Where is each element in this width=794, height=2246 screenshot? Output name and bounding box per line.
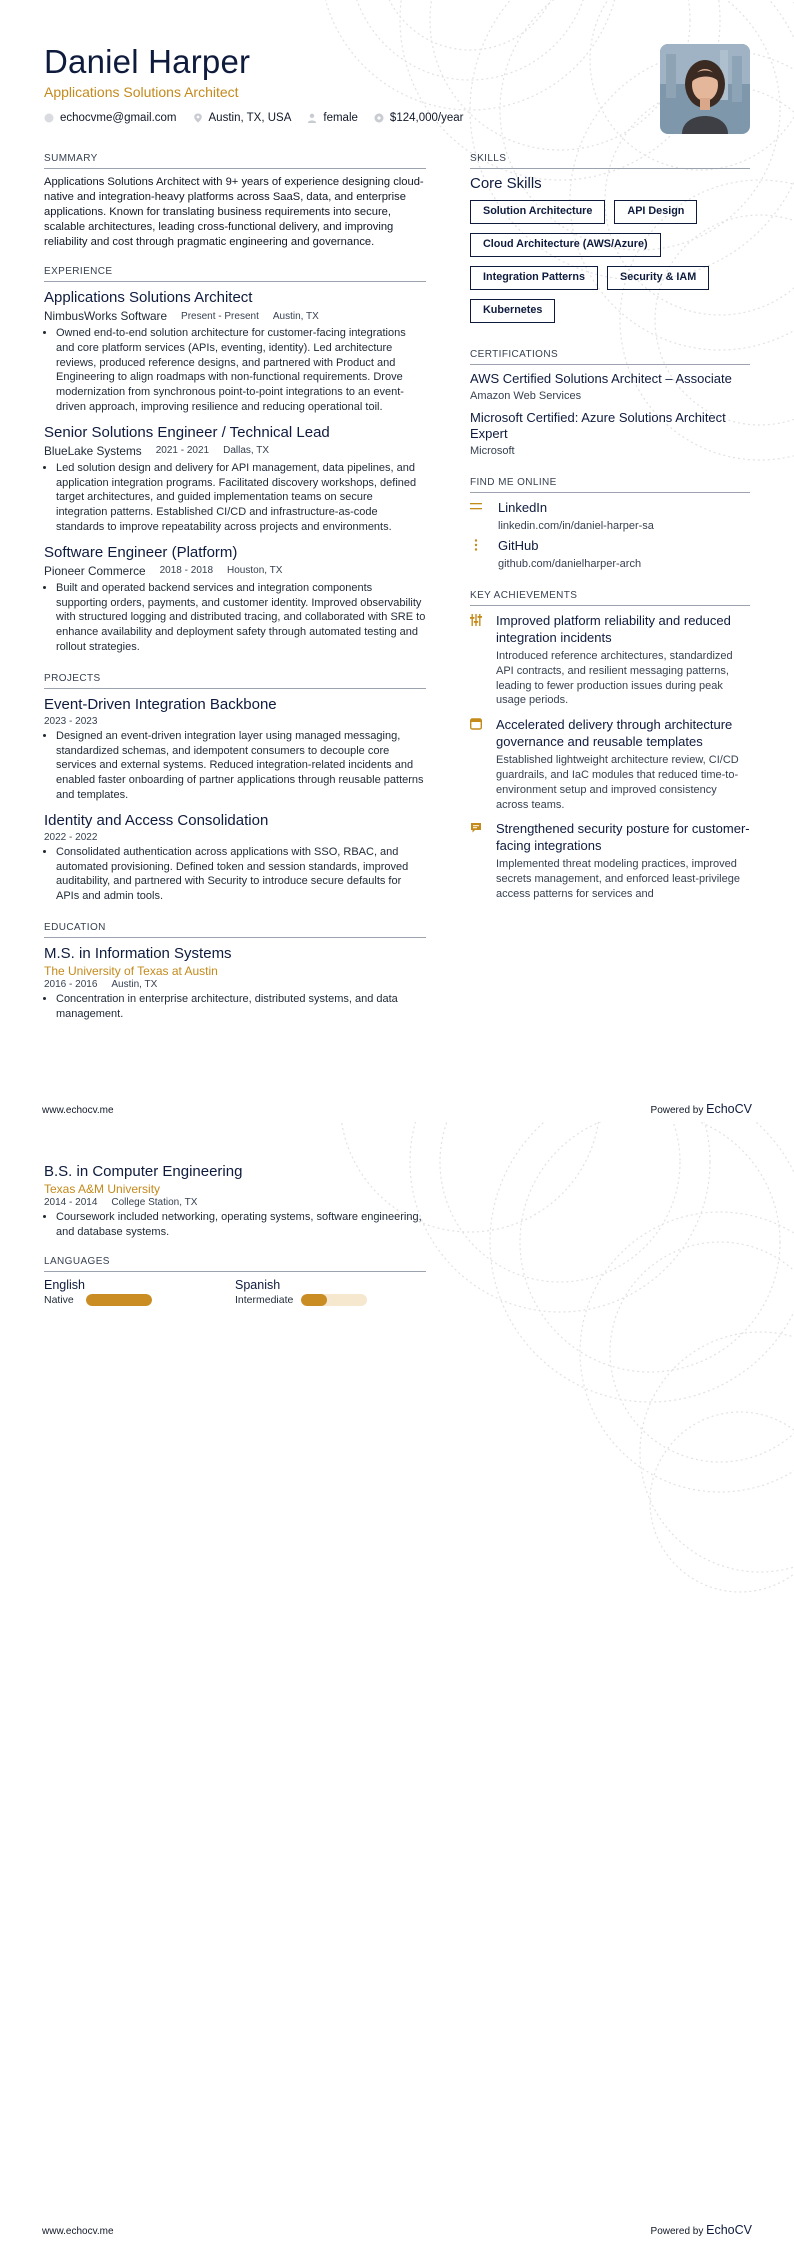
education-meta xyxy=(44,979,426,990)
full-name: Daniel Harper xyxy=(44,43,251,80)
footer-powered-text: Powered by xyxy=(650,1105,704,1116)
degree-title: B.S. in Computer Engineering xyxy=(44,1163,243,1180)
languages-list xyxy=(44,1278,426,1306)
job-title: Applications Solutions Architect xyxy=(44,289,253,306)
online-text xyxy=(498,537,641,570)
job-location: Austin, TX xyxy=(272,310,319,322)
job-dates: 2018 - 2018 xyxy=(159,565,214,577)
education-bullets xyxy=(44,1210,426,1240)
achievement-title: Improved platform reliability and reduced integration incidents xyxy=(496,613,731,645)
education-dates: 2016 - 2016 xyxy=(44,978,98,990)
location-text: Austin, TX, USA xyxy=(208,112,292,124)
job-location: Dallas, TX xyxy=(223,445,270,457)
profile-photo xyxy=(660,44,750,134)
language-item xyxy=(235,1278,426,1306)
contact-gender xyxy=(307,112,358,124)
contact-row xyxy=(44,112,654,124)
contact-location xyxy=(193,112,292,124)
section-title-experience: EXPERIENCE xyxy=(44,266,426,282)
language-name: English xyxy=(44,1277,85,1292)
resume-page-2 xyxy=(0,1122,794,2246)
company-name: BlueLake Systems xyxy=(44,443,142,458)
education-dates: 2014 - 2014 xyxy=(44,1197,98,1208)
gender-text: female xyxy=(323,112,358,124)
experience-item xyxy=(44,543,426,655)
language-item xyxy=(44,1278,235,1306)
skills-heading: Core Skills xyxy=(470,175,542,192)
salary-text: $124,000/year xyxy=(389,112,464,124)
project-dates: 2022 - 2022 xyxy=(44,831,98,843)
section-title-online: FIND ME ONLINE xyxy=(470,477,750,493)
education-meta xyxy=(44,1197,426,1208)
experience-item xyxy=(44,288,426,415)
job-dates: Present - Present xyxy=(181,310,259,322)
project-item xyxy=(44,811,426,904)
degree-title: M.S. in Information Systems xyxy=(44,944,232,962)
company-name: Pioneer Commerce xyxy=(44,563,146,578)
job-bullets xyxy=(44,461,426,535)
language-name: Spanish xyxy=(235,1277,281,1292)
experience-item xyxy=(44,423,426,535)
contact-salary xyxy=(374,112,464,124)
footer-brand[interactable]: EchoCV xyxy=(706,1102,752,1116)
school-name: Texas A&M University xyxy=(44,1182,161,1196)
salary-icon xyxy=(374,113,384,123)
project-bullets xyxy=(44,729,426,803)
education-item xyxy=(44,1162,426,1240)
project-item xyxy=(44,695,426,803)
job-title: Senior Solutions Engineer / Technical Lead xyxy=(44,423,330,441)
online-url[interactable]: linkedin.com/in/daniel-harper-sa xyxy=(498,520,654,532)
email-icon xyxy=(44,113,54,123)
window-icon xyxy=(470,716,482,730)
project-bullet: • Designed an event-driven integration layer using managed messaging, standardized schemas, and idempotent consumers to decouple core services and external systems. Reduced integration-related incidents and enabled faster onboarding of partner applications through reusable patterns and templates. xyxy=(56,729,426,803)
person-icon xyxy=(307,113,317,123)
resume-header xyxy=(44,42,654,124)
certification-issuer: Amazon Web Services xyxy=(470,390,582,402)
resume-page-1 xyxy=(0,0,794,1122)
footer-site[interactable]: www.echocv.me xyxy=(42,1105,114,1116)
education-location: Austin, TX xyxy=(111,978,158,990)
achievement-text xyxy=(496,820,750,901)
project-dates: 2023 - 2023 xyxy=(44,715,98,727)
language-row xyxy=(44,1294,235,1306)
section-title-skills: SKILLS xyxy=(470,153,750,169)
skill-chip: Kubernetes xyxy=(470,299,555,323)
job-meta xyxy=(44,444,426,458)
achievement-item xyxy=(470,612,750,708)
achievement-desc: Introduced reference architectures, standardized API contracts, and resilient messaging patterns, leading to fewer production issues during peak usage periods. xyxy=(496,650,733,707)
footer-powered xyxy=(651,1102,752,1116)
online-label: LinkedIn xyxy=(498,500,548,515)
project-title: Identity and Access Consolidation xyxy=(44,811,269,829)
right-column xyxy=(470,153,750,910)
contact-email[interactable] xyxy=(44,112,177,124)
language-level: Native xyxy=(44,1293,74,1306)
chat-icon xyxy=(470,820,482,834)
language-proficiency-fill xyxy=(86,1294,152,1306)
school-name: The University of Texas at Austin xyxy=(44,963,218,978)
job-meta xyxy=(44,564,426,578)
section-title-languages: LANGUAGES xyxy=(44,1256,426,1272)
language-proficiency-fill xyxy=(301,1294,327,1306)
achievement-title: Accelerated delivery through architecture governance and reusable templates xyxy=(496,717,733,750)
skill-chip: API Design xyxy=(614,200,697,224)
online-url[interactable]: github.com/danielharper-arch xyxy=(498,558,642,570)
section-title-projects: PROJECTS xyxy=(44,673,426,689)
sliders-icon xyxy=(470,612,482,626)
section-title-education: EDUCATION xyxy=(44,922,426,938)
education-bullet: • Concentration in enterprise architecture, distributed systems, and data management. xyxy=(56,992,426,1022)
skill-chip: Integration Patterns xyxy=(470,266,598,290)
job-bullet: • Led solution design and delivery for API management, data pipelines, and application integration programs. Facilitated discovery workshops, defined target architectures, and guided implementation teams on secure integration patterns. Established CI/CD and infrastructure-as-code standards to improve repeatability across projects and environments. xyxy=(56,461,426,535)
dots-vertical-icon xyxy=(470,537,482,551)
job-bullet: • Owned end-to-end solution architecture for customer-facing integrations and core platform services (APIs, eventing, identity). Led architecture reviews, produced reference designs, and partnered with Product and Engineering to align roadmaps with non-functional requirements. Drove modernization from synchronous point-to-point integrations to an event-driven approach, improving resilience and reducing operational toil. xyxy=(56,326,426,415)
achievement-desc: Established lightweight architecture review, CI/CD guardrails, and IaC modules that reduced time-to-environment setup and improved consistency across teams. xyxy=(496,754,739,811)
skill-chip: Security & IAM xyxy=(607,266,709,290)
certification-title: AWS Certified Solutions Architect – Associate xyxy=(470,371,732,386)
certification-item xyxy=(470,371,750,402)
job-title: Software Engineer (Platform) xyxy=(44,543,238,561)
footer-site[interactable]: www.echocv.me xyxy=(42,2226,114,2237)
online-item-github[interactable] xyxy=(470,537,750,570)
email-text: echocvme@gmail.com xyxy=(60,112,177,124)
avatar xyxy=(660,44,750,134)
achievement-item xyxy=(470,716,750,812)
certification-issuer: Microsoft xyxy=(470,445,515,457)
job-bullets xyxy=(44,326,426,415)
job-location: Houston, TX xyxy=(227,565,283,577)
project-bullet: • Consolidated authentication across applications with SSO, RBAC, and automated provisioning. Defined token and session standards, improved auditability, and partnered with Security to introduce secure defaults for APIs and admin tools. xyxy=(56,845,426,904)
language-proficiency-bar xyxy=(86,1294,152,1306)
job-meta xyxy=(44,309,426,323)
left-column-page-1 xyxy=(44,153,426,1030)
project-title: Event-Driven Integration Backbone xyxy=(44,695,277,713)
language-level: Intermediate xyxy=(235,1293,294,1306)
job-bullets xyxy=(44,581,426,655)
section-title-summary: SUMMARY xyxy=(44,153,426,169)
left-column-page-2 xyxy=(44,1162,426,1306)
lines-icon xyxy=(470,499,482,513)
skill-chip: Cloud Architecture (AWS/Azure) xyxy=(470,233,661,257)
footer-powered xyxy=(651,2223,752,2237)
headline: Applications Solutions Architect xyxy=(44,84,239,100)
achievement-text xyxy=(496,716,750,812)
education-item xyxy=(44,944,426,1022)
summary-text: Applications Solutions Architect with 9+ years of experience designing cloud-native and integration-heavy platforms across SaaS, data, and enterprise applications. Known for translating business requirements into secure, scalable architectures, leading cross-functional delivery, and improving reliability and cost through pragmatic engineering and governance. xyxy=(44,176,424,248)
achievement-text xyxy=(496,612,750,708)
certification-item xyxy=(470,410,750,457)
footer-powered-text: Powered by xyxy=(650,2226,704,2237)
online-text xyxy=(498,499,654,532)
education-location: College Station, TX xyxy=(111,1197,198,1208)
online-item-linkedin[interactable] xyxy=(470,499,750,532)
language-row xyxy=(235,1294,426,1306)
project-bullets xyxy=(44,845,426,904)
achievement-item xyxy=(470,820,750,901)
achievement-desc: Implemented threat modeling practices, improved secrets management, and enforced least-privilege access patterns for services and xyxy=(496,858,740,900)
achievement-title: Strengthened security posture for customer-facing integrations xyxy=(496,821,750,854)
job-bullet: • Built and operated backend services and integration components supporting orders, payments, and customer identity. Improved observability with structured logging and distributed tracing, and collaborated with SRE to enhance availability and deployment safety through automated testing and rollout strategies. xyxy=(56,581,426,655)
education-bullet: • Coursework included networking, operating systems, software engineering, and database systems. xyxy=(56,1210,426,1240)
footer-brand[interactable]: EchoCV xyxy=(706,2223,752,2237)
location-pin-icon xyxy=(193,113,203,123)
certification-title: Microsoft Certified: Azure Solutions Architect Expert xyxy=(470,410,726,441)
job-dates: 2021 - 2021 xyxy=(155,445,210,457)
language-proficiency-bar xyxy=(301,1294,367,1306)
company-name: NimbusWorks Software xyxy=(44,309,168,323)
education-bullets xyxy=(44,992,426,1022)
online-label: GitHub xyxy=(498,538,539,553)
section-title-achievements: KEY ACHIEVEMENTS xyxy=(470,590,750,606)
skill-chips xyxy=(470,200,750,323)
skill-chip: Solution Architecture xyxy=(470,200,605,224)
section-title-certifications: CERTIFICATIONS xyxy=(470,349,750,365)
